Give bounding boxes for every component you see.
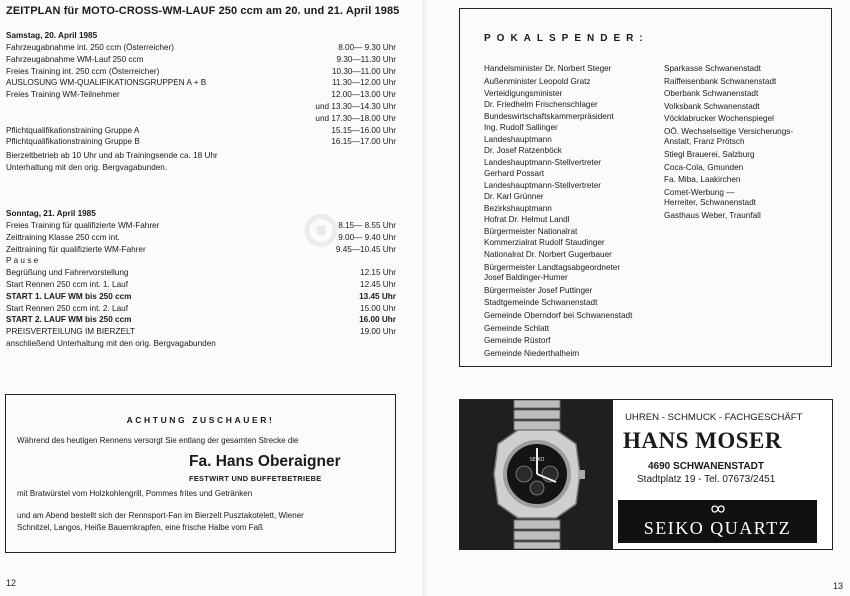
sponsor-entry: Fa. Miba, Laakirchen [664,175,741,185]
sponsors-box [459,8,832,367]
schedule-row [6,232,396,244]
schedule-item-time: 11.30—12.00 Uhr [331,78,396,88]
sponsor-entry: Raiffeisenbank Schwanenstadt [664,76,777,86]
sponsor-entry: Landeshauptmann Dr. Josef Ratzenböck [484,135,562,155]
schedule-item-text: Freies Training für qualifizierte WM-Fahrer [6,221,160,230]
schedule-row [6,54,396,66]
sponsor-entry: Vöcklabrucker Wochenspiegel [664,114,774,124]
sponsor-entry: Volksbank Schwanenstadt [664,101,760,111]
sponsor-entry: OÖ. Wechselseitige Versicherungs- Anstalt, Franz Prötsch [664,126,794,147]
schedule-item-time: 9.45—10.45 Uhr [335,244,396,254]
left-page [0,0,424,596]
schedule-row [6,338,396,350]
notice-line-3: und am Abend bestellt sich der Rennsport-Fan im Bierzelt Pusztakotelett, Wiener [17,511,304,520]
schedule-item-text: Fahrzeugabnahme WM-Lauf 250 ccm [6,54,144,64]
schedule-item-text: Fahrzeugabnahme int. 250 ccm (Österreicher) [6,43,174,52]
schedule-item-text: P a u s e [6,256,39,266]
sunday-rows [6,220,396,350]
notice-heading: ACHTUNG ZUSCHAUER! [126,415,275,425]
sponsor-entry: Sparkasse Schwanenstadt [664,64,761,73]
schedule-row [6,125,396,137]
notice-line-4: Schnitzel, Langos, Heiße Bauernkrapfen, eine frische Halbe vom Faß [17,523,263,532]
schedule-item-time: und 17.30—18.00 Uhr [315,113,396,123]
sponsor-entry: Stadtgemeinde Schwanenstadt [484,298,598,308]
jeweler-ad [459,399,833,550]
seiko-banner [618,500,817,543]
sponsor-entry: Landeshauptmann-Stellvertreter Dr. Karl Grünner [484,181,601,201]
sponsor-entry: Gemeinde Niederthalheim [484,348,580,358]
schedule-item-time: 12.45 Uhr [360,279,396,289]
sponsor-entry: Stiegl Brauerei, Salzburg [664,149,755,159]
schedule-row [6,136,396,148]
schedule-title: ZEITPLAN für MOTO-CROSS-WM-LAUF 250 ccm am 20. und 21. April 1985 [6,5,400,17]
seiko-logo-icon [711,503,725,515]
sponsor-entry: Bürgermeister Landtagsabgeordneter Josef Baldinger-Humer [484,262,621,283]
sponsor-entry: Nationalrat Dr. Norbert Gugerbauer [484,250,612,260]
ad-city: 4690 SCHWANENSTADT [648,461,764,472]
schedule-item-time: 9.30—11.30 Uhr [336,54,396,64]
schedule-item-text: Start Rennen 250 ccm int. 1. Lauf [6,279,128,289]
schedule-item-text: anschließend Unterhaltung mit den orig. Bergvagabunden [6,338,216,348]
schedule-item-text: Freies Training WM-Teilnehmer [6,90,120,100]
sponsor-entry: Gemeinde Schlatt [484,323,550,333]
notice-box [5,394,396,553]
notice-line-2: mit Bratwürstel vom Holzkohlengrill, Pommes frites und Getränken [17,489,253,498]
schedule-item-time: 12.00—13.00 Uhr [331,90,396,100]
sponsor-entry: Coca-Cola, Gmunden [664,162,744,172]
sponsor-entry: Bürgermeister Nationalrat Kommerzialrat Rudolf Staudinger [484,227,605,247]
schedule-row [6,314,396,326]
saturday-rows [6,42,396,174]
watch-dial-text: SEIKO [529,457,545,463]
schedule-item-text: Pflichtqualifikationstraining Gruppe B [6,137,140,147]
schedule-item-text: PREISVERTEILUNG IM BIERZELT [6,327,135,337]
schedule-item-text: Zeittraining Klasse 250 ccm int. [6,232,120,242]
sponsors-heading: POKALSPENDER: [484,33,649,44]
background-watermark: ⊙ [300,200,342,258]
schedule-item-text: Pflichtqualifikationstraining Gruppe A [6,125,140,135]
schedule-item-time: 15.15—16.00 Uhr [331,125,396,135]
sponsor-entry: Handelsminister Dr. Norbert Steger [484,64,612,73]
schedule-item-time: und 13.30—14.30 Uhr [315,101,396,111]
schedule-item-text: AUSLOSUNG WM-QUALIFIKATIONSGRUPPEN A + B [6,78,207,88]
schedule-item-time: 8.00— 9.30 Uhr [338,43,396,52]
schedule-item-text: START 1. LAUF WM bis 250 ccm [6,291,132,301]
saturday-schedule [6,29,396,174]
sponsor-entry: Außenminister Leopold Gratz [484,76,591,86]
notice-company: Fa. Hans Oberaigner [189,453,341,470]
ad-address: Stadtplatz 19 - Tel. 07673/2451 [637,474,776,485]
schedule-item-text: Zeittraining für qualifizierte WM-Fahrer [6,244,146,254]
schedule-row [6,42,396,54]
schedule-row [6,66,396,78]
watch-image [460,400,613,549]
page-number-left: 12 [6,578,17,588]
saturday-heading: Samstag, 20. April 1985 [6,31,98,40]
notice-line-1: Während des heutigen Rennens versorgt Sie entlang der gesamten Strecke die [17,436,299,445]
schedule-item-text: Bierzeltbetrieb ab 10 Uhr und ab Trainingsende ca. 18 Uhr [6,151,218,161]
notice-company-sub: FESTWIRT UND BUFFETBETRIEBE [189,474,322,483]
seiko-brand-text: SEIKO QUARTZ [643,518,792,538]
sponsor-entry: Bundeswirtschaftskammerpräsident Ing. Rudolf Sallinger [484,112,614,132]
schedule-row [6,220,396,232]
sponsor-entry: Gemeinde Oberndorf bei Schwanenstadt [484,310,633,320]
sponsors-right-column [664,64,793,223]
watch-photo [460,400,613,549]
schedule-item-time: 19.00 Uhr [360,327,396,337]
ad-tagline: UHREN - SCHMUCK - FACHGESCHÄFT [625,412,803,423]
schedule-row [6,267,396,279]
schedule-item-time: 10.30—11.00 Uhr [331,66,396,76]
schedule-item-time: 9.00— 9.40 Uhr [338,232,396,242]
sponsor-entry: Bezirkshauptmann Hofrat Dr. Helmut Landl [484,204,570,224]
sponsor-entry: Comet-Werbung — Herreiter, Schwanenstadt [664,187,756,208]
schedule-row [6,326,396,338]
schedule-row [6,101,396,113]
page-number-right: 13 [833,581,844,591]
sponsor-entry: Gemeinde Rüstorf [484,336,551,346]
schedule-item-text: START 2. LAUF WM bis 250 ccm [6,315,132,325]
schedule-item-text: Unterhaltung mit den orig. Bergvagabunden. [6,162,168,172]
schedule-row [6,89,396,101]
schedule-row [6,244,396,256]
schedule-row [6,279,396,291]
sponsor-entry: Landeshauptmann-Stellvertreter Gerhard Possart [484,158,601,178]
sponsor-entry: Verteidigungsminister Dr. Friedhelm Frischenschlager [484,89,598,109]
schedule-row [6,303,396,315]
schedule-item-text: Freies Training int. 250 ccm (Österreicher) [6,66,160,76]
sponsor-entry: Bürgermeister Josef Puttinger [484,285,593,295]
sponsor-entry: Oberbank Schwanenstadt [664,89,759,99]
sunday-heading: Sonntag, 21. April 1985 [6,209,96,218]
schedule-item-time: 12.15 Uhr [360,268,396,278]
sunday-schedule [6,207,396,350]
sponsors-left-column [484,64,632,361]
schedule-row [6,113,396,125]
ad-shop-name: HANS MOSER [623,428,782,453]
schedule-row [6,150,396,162]
schedule-item-time: 13.45 Uhr [359,291,396,301]
schedule-row [6,291,396,303]
schedule-item-time: 8.15— 8.55 Uhr [338,221,396,230]
sponsor-entry: Gasthaus Weber, Traunfall [664,210,761,220]
schedule-item-time: 16.15—17.00 Uhr [331,137,396,147]
schedule-row [6,162,396,174]
schedule-item-time: 16.00 Uhr [359,315,396,325]
schedule-item-time: 15.00 Uhr [360,303,396,313]
schedule-row [6,77,396,89]
schedule-item-text: Start Rennen 250 ccm int. 2. Lauf [6,303,128,313]
schedule-item-text: Begrüßung und Fahrervorstellung [6,268,129,278]
schedule-row [6,255,396,267]
